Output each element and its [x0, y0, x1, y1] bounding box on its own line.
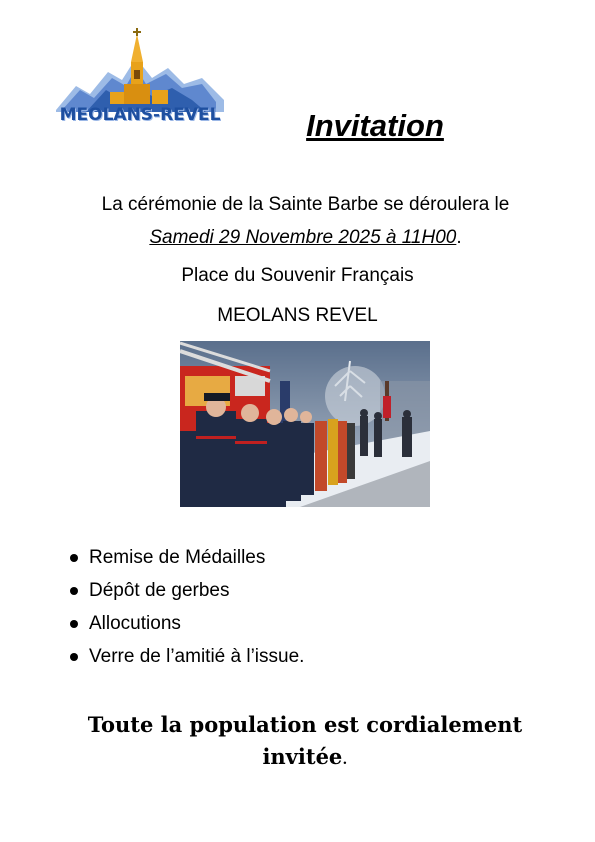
closing-invitee: invitée [262, 744, 343, 769]
ceremony-date: Samedi 29 Novembre 2025 à 11H00 [149, 227, 457, 248]
village-church-mountain-logo-icon [56, 28, 224, 112]
program-item-label: Allocutions [89, 612, 181, 634]
bullet-icon [70, 587, 78, 595]
ceremony-date-line [8, 227, 595, 249]
ceremony-place: Place du Souvenir Français [181, 265, 414, 286]
list-item [66, 607, 304, 640]
firefighters-ceremony-photo [180, 341, 430, 507]
ceremony-town: MEOLANS REVEL [217, 305, 378, 326]
logo-text: MEOLANS-REVEL [59, 105, 221, 125]
ceremony-photo-image [180, 341, 430, 507]
town-logo [56, 28, 224, 128]
page-title: Invitation [306, 108, 444, 143]
closing-suffix: . [342, 745, 348, 769]
program-item-label: Dépôt de gerbes [89, 579, 230, 601]
bullet-icon [70, 653, 78, 661]
list-item [66, 541, 304, 574]
bullet-icon [70, 554, 78, 562]
program-item-label: Verre de l’amitié à l’issue. [89, 645, 305, 667]
list-item [66, 640, 304, 673]
bullet-icon [70, 620, 78, 628]
ceremony-intro: La cérémonie de la Sainte Barbe se déroulera le [101, 194, 510, 215]
ceremony-date-suffix: . [456, 227, 462, 248]
program-list [66, 541, 304, 673]
closing-line-2 [0, 744, 595, 770]
closing-line-1: Toute la population est cordialement [87, 712, 523, 737]
program-item-label: Remise de Médailles [89, 546, 266, 568]
list-item [66, 574, 304, 607]
